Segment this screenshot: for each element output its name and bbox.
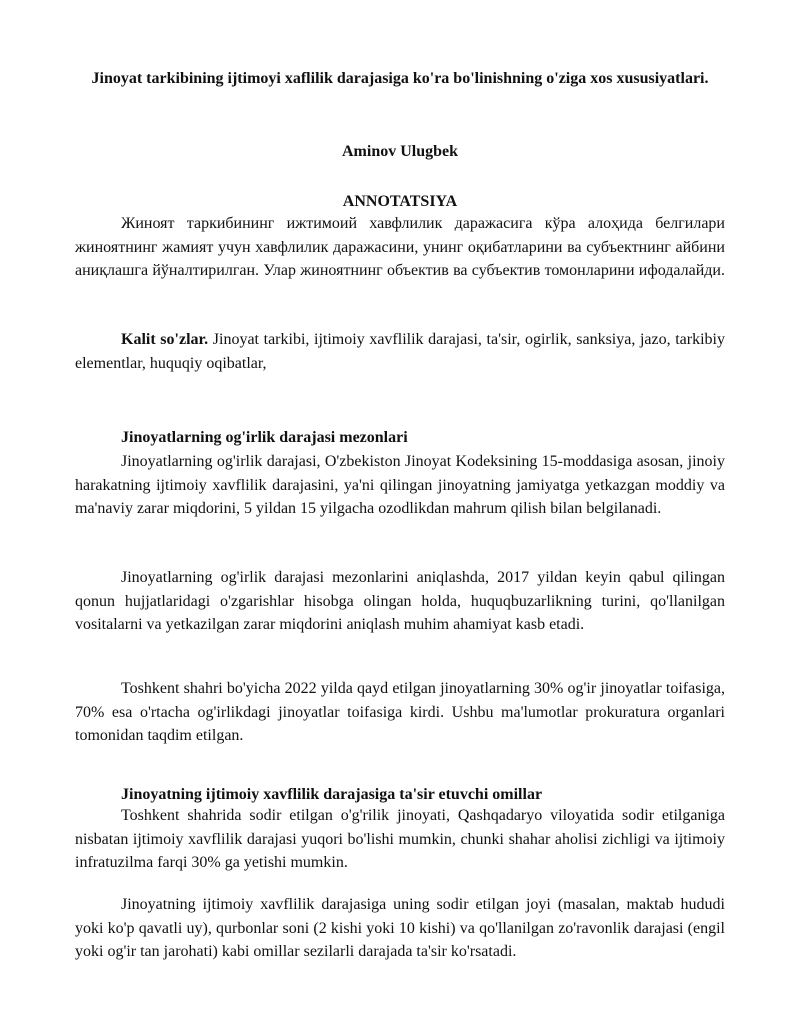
section2-paragraph-2: Jinoyatning ijtimoiy xavflilik darajasiga uning sodir etilgan joyi (masalan, maktab hududi yoki ko'p qavatli uy), qurbonlar soni (2 kishi yoki 10 kishi) va qo'llanilgan zo'ravonlik darajasi (engil yoki og'ir tan jarohati) kabi omillar sezilarli darajada ta'sir ko'rsatadi.	[75, 896, 725, 960]
section1-paragraph-3: Toshkent shahri bo'yicha 2022 yilda qayd etilgan jinoyatlarning 30% og'ir jinoyatlar toifasiga, 70% esa o'rtacha og'irlikdagi jinoyatlar toifasiga kirdi. Ushbu ma'lumotlar prokuratura organlari tomonidan taqdim etilgan.	[75, 680, 725, 744]
keywords-paragraph	[75, 328, 725, 375]
section2-paragraph-1: Toshkent shahrida sodir etilgan o'g'rilik jinoyati, Qashqadaryo viloyatida sodir etilganiga nisbatan ijtimoiy xavflilik darajasi yuqori bo'lishi mumkin, chunki shahar aholisi zichligi va ijtimoiy infratuzilma farqi 30% ga yetishi mumkin.	[75, 807, 725, 871]
author-name: Aminov Ulugbek	[341, 143, 459, 160]
section1-paragraph-2: Jinoyatlarning og'irlik darajasi mezonlarini aniqlashda, 2017 yildan keyin qabul qilingan qonun hujjatlaridagi o'zgarishlar hisobga olingan holda, huquqbuzarlikning turini, qo'llanilgan vositalarni va yetkazilgan zarar miqdorini aniqlash muhim ahamiyat kasb etadi.	[75, 569, 725, 633]
section-heading-severity-criteria: Jinoyatlarning og'irlik darajasi mezonlari	[121, 429, 408, 446]
section1-paragraph-1: Jinoyatlarning og'irlik darajasi, O'zbekiston Jinoyat Kodeksining 15-moddasiga asosan, jinoiy harakatning ijtimoiy xavflilik darajasini, ya'ni qilingan jinoyatning jamiyatga yetkazgan moddiy va ma'naviy zarar miqdorini, 5 yildan 15 yilgacha ozodlikdan mahrum qilish bilan belgilanadi.	[75, 453, 725, 517]
annotation-text: Жиноят таркибининг ижтимоий хавфлилик даражасига кўра алоҳида белгилари жиноятнинг жамият учун хавфлилик даражасини, унинг оқибатларини ва субъектнинг айбини аниқлашга йўналтирилган. Улар жиноятнинг объектив ва субъектив томонларини ифодалайди.	[75, 215, 725, 279]
keywords-text: Jinoyat tarkibi, ijtimoiy xavflilik darajasi, ta'sir, ogirlik, sanksiya, jazo, tarkibiy elementlar, huquqiy oqibatlar,	[75, 331, 726, 372]
annotation-heading: ANNOTATSIYA	[342, 193, 458, 210]
paper-title: Jinoyat tarkibining ijtimoyi xaflilik darajasiga ko'ra bo'linishning o'ziga xos xususiyatlari.	[91, 70, 709, 87]
keywords-label: Kalit so'zlar.	[121, 331, 209, 348]
section-heading-influencing-factors: Jinoyatning ijtimoiy xavflilik darajasiga ta'sir etuvchi omillar	[121, 786, 543, 803]
